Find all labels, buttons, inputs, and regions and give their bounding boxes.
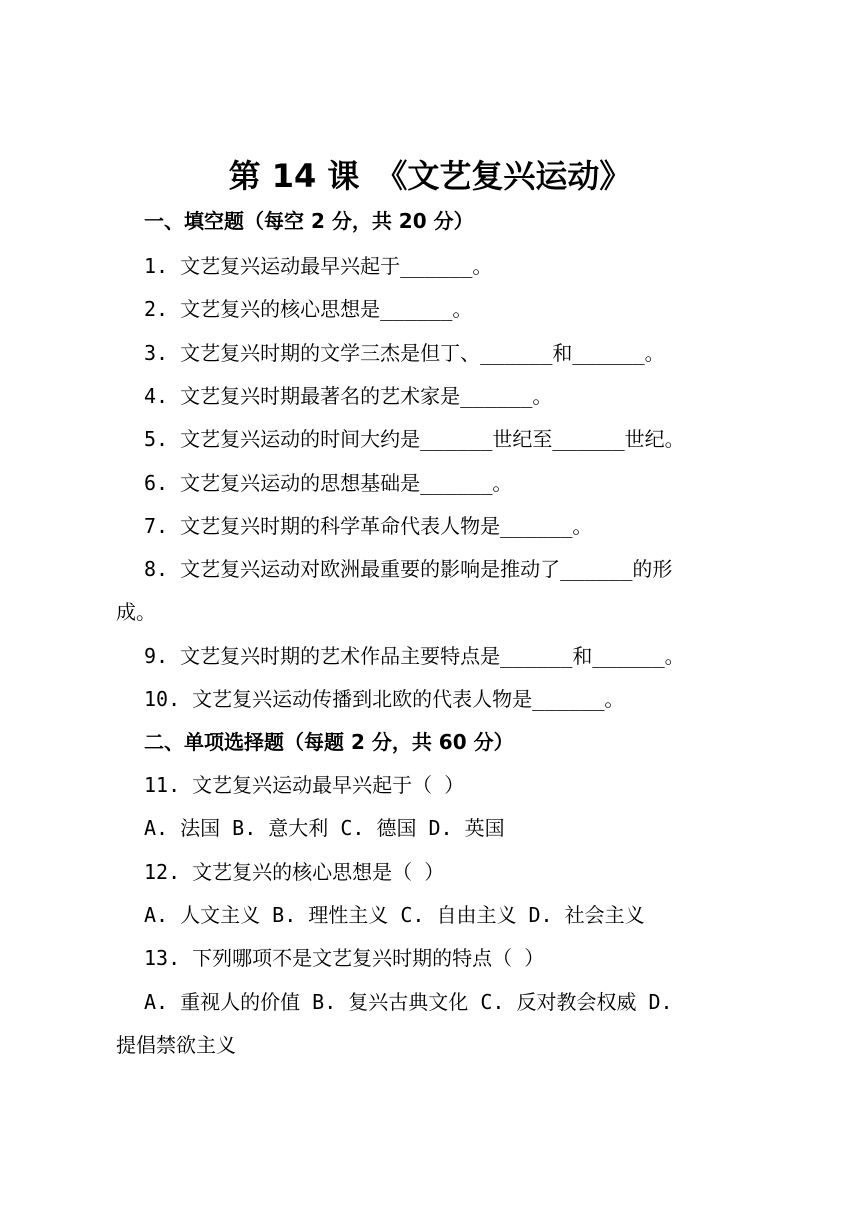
question-10: 10. 文艺复兴运动传播到北欧的代表人物是______。: [144, 687, 625, 711]
question-3: 3. 文艺复兴时期的文学三杰是但丁、______和______。: [144, 341, 665, 365]
question-13: 13. 下列哪项不是文艺复兴时期的特点（ ）: [144, 946, 545, 970]
question-12: 12. 文艺复兴的核心思想是（ ）: [144, 860, 445, 884]
question-13-options: A. 重视人的价值 B. 复兴古典文化 C. 反对教会权威 D.: [144, 990, 673, 1014]
page-title: 第 14 课 《文艺复兴运动》: [228, 157, 632, 195]
question-9: 9. 文艺复兴时期的艺术作品主要特点是______和______。: [144, 644, 685, 668]
question-5: 5. 文艺复兴运动的时间大约是______世纪至______世纪。: [144, 427, 685, 451]
question-11-options: A. 法国 B. 意大利 C. 德国 D. 英国: [144, 816, 505, 840]
question-12-options: A. 人文主义 B. 理性主义 C. 自由主义 D. 社会主义: [144, 903, 645, 927]
question-8-continuation: 成。: [116, 600, 156, 624]
question-11: 11. 文艺复兴运动最早兴起于（ ）: [144, 773, 465, 797]
question-8: 8. 文艺复兴运动对欧洲最重要的影响是推动了______的形: [144, 557, 673, 581]
question-7: 7. 文艺复兴时期的科学革命代表人物是______。: [144, 514, 593, 538]
question-4: 4. 文艺复兴时期最著名的艺术家是______。: [144, 384, 553, 408]
section-heading-multiple-choice: 二、单项选择题（每题 2 分，共 60 分）: [144, 730, 514, 754]
question-1: 1. 文艺复兴运动最早兴起于______。: [144, 254, 493, 278]
question-13-options-continuation: 提倡禁欲主义: [116, 1033, 236, 1057]
question-2: 2. 文艺复兴的核心思想是______。: [144, 297, 473, 321]
section-heading-fill-in: 一、填空题（每空 2 分，共 20 分）: [144, 209, 474, 233]
question-6: 6. 文艺复兴运动的思想基础是______。: [144, 471, 513, 495]
